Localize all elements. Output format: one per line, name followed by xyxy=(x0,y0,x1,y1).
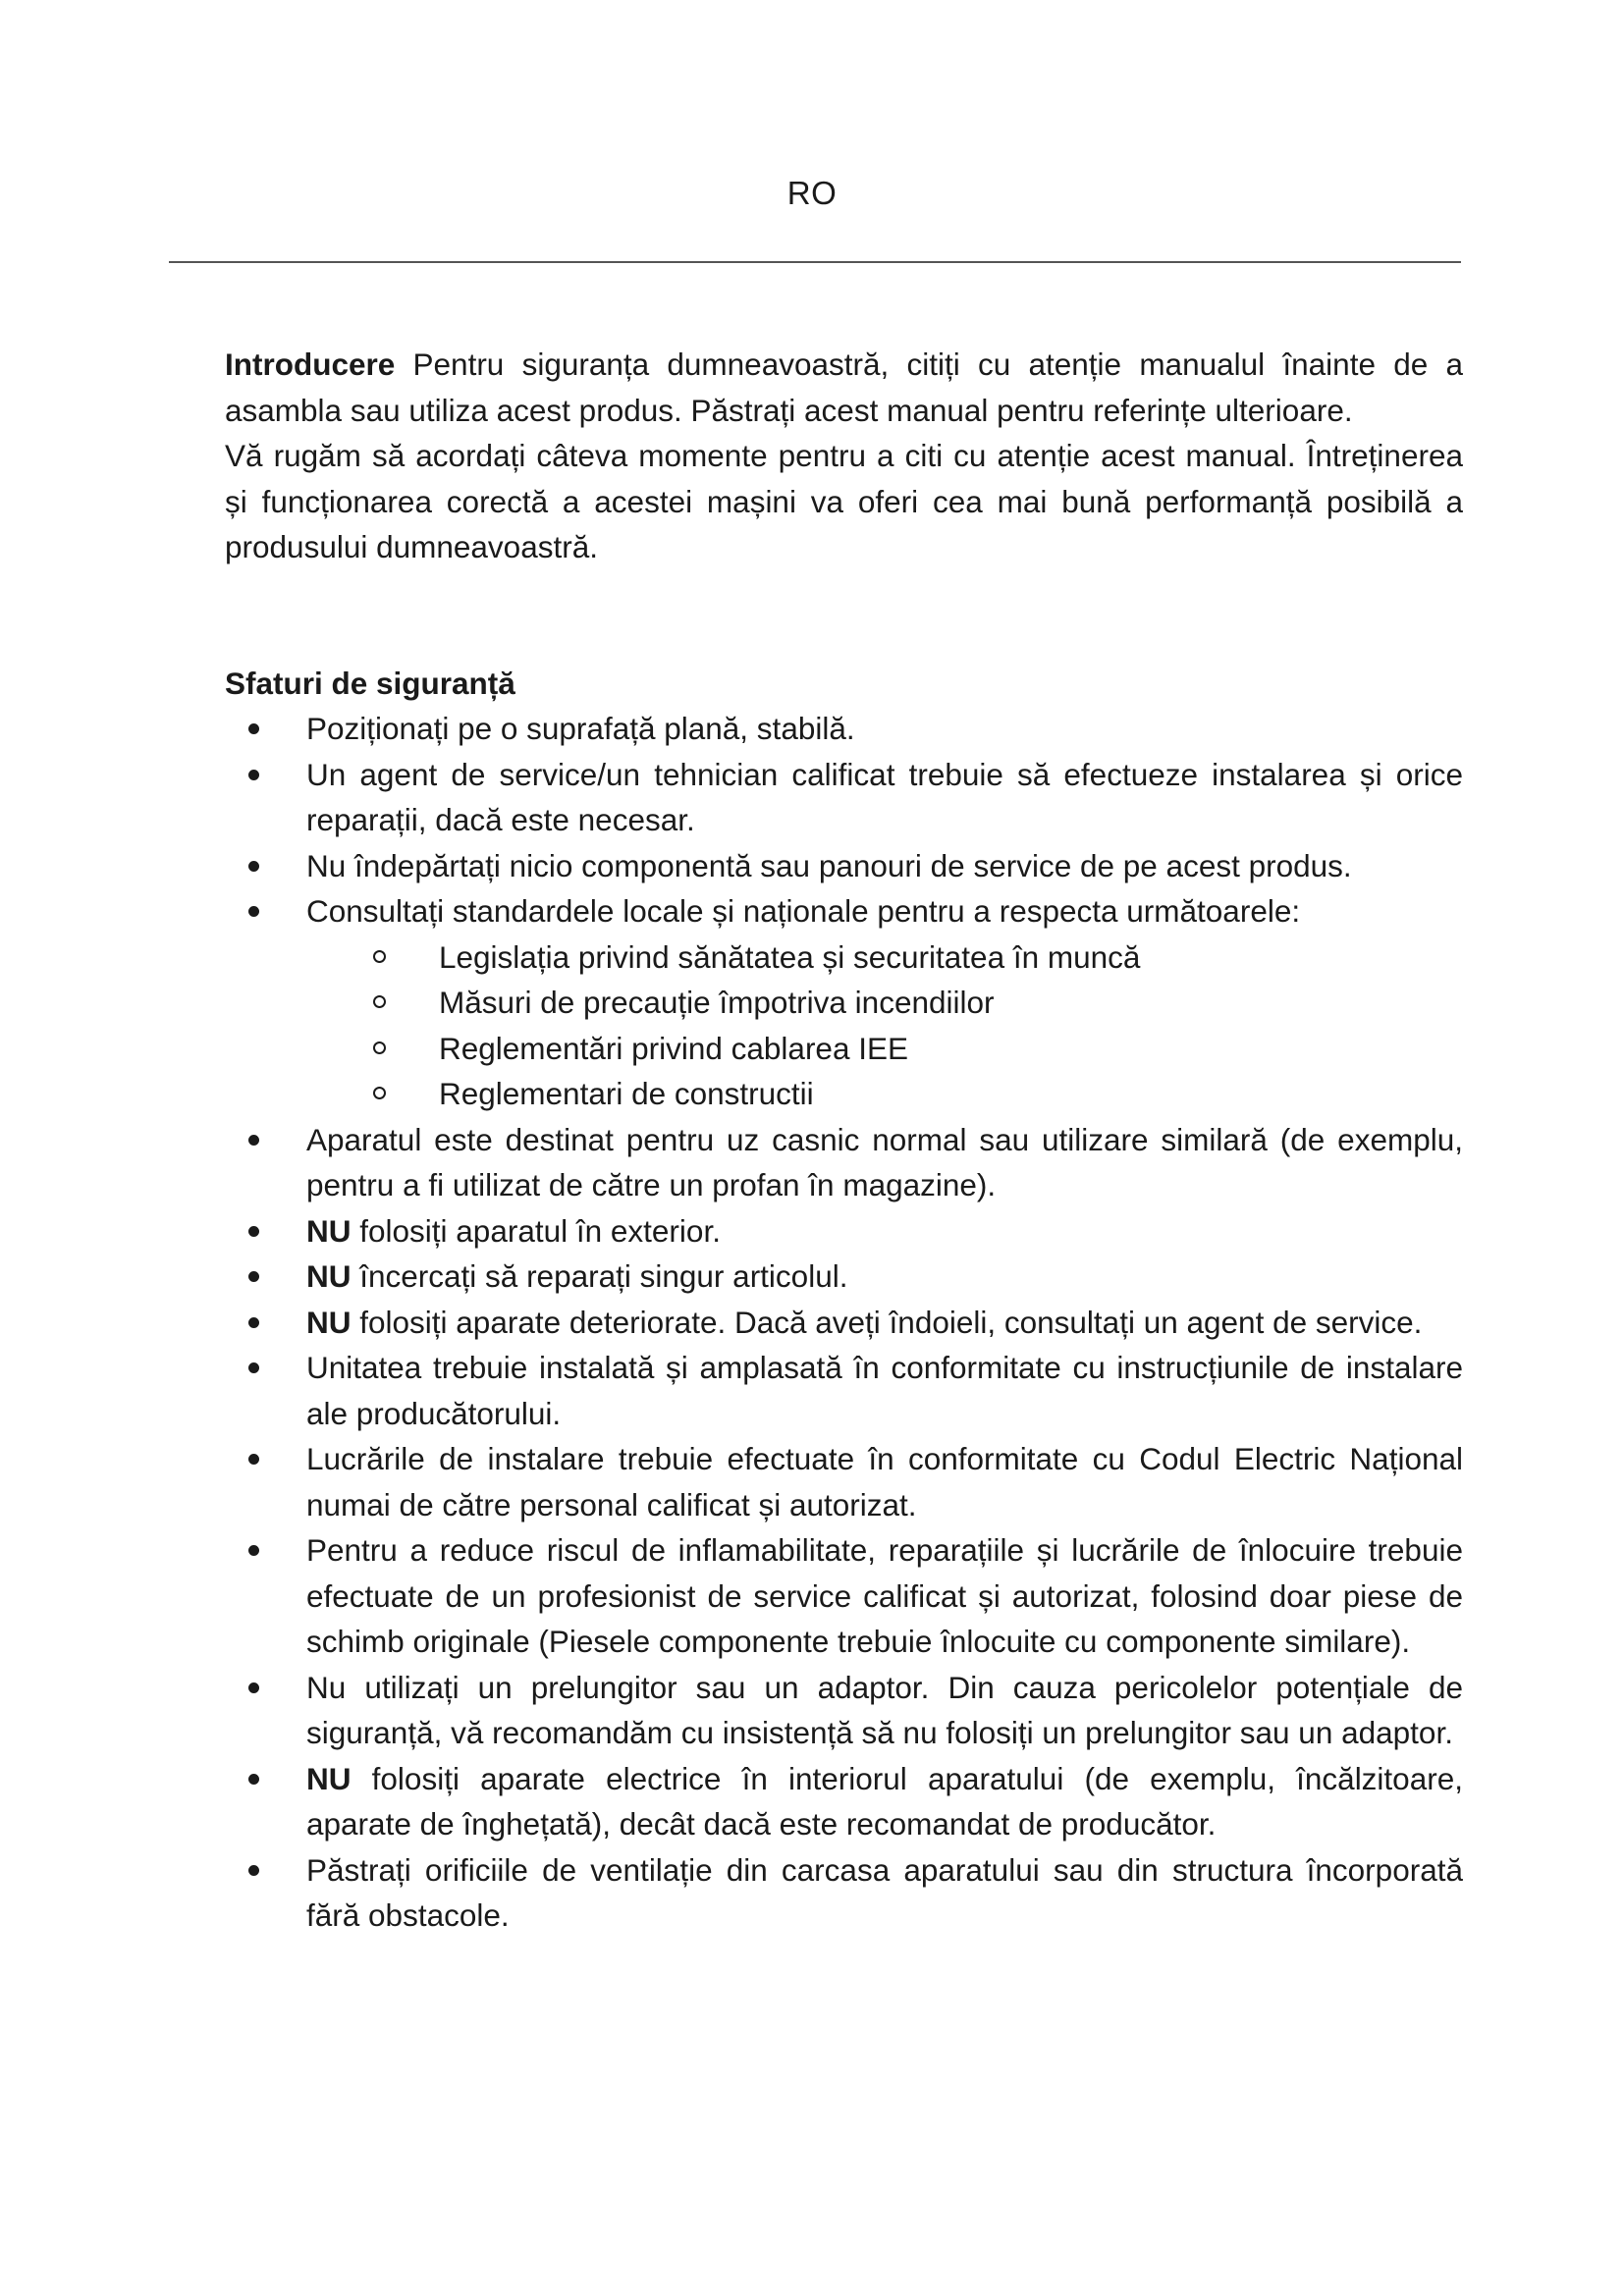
sub-list-item: Reglementări privind cablarea IEE xyxy=(306,1026,1463,1072)
list-item: Nu îndepărtați nicio componentă sau panouri de service de pe acest produs. xyxy=(225,843,1463,889)
bullet-icon xyxy=(248,770,259,780)
bullet-icon xyxy=(248,1682,259,1693)
document-body xyxy=(225,342,1463,1939)
sub-list-item: Reglementari de constructii xyxy=(306,1071,1463,1117)
sub-list-item: Măsuri de precauție împotriva incendiilor xyxy=(306,980,1463,1026)
list-item: NU folosiți aparate electrice în interiorul aparatului (de exemplu, încălzitoare, aparate de înghețată), decât dacă este recomandat de producător. xyxy=(225,1756,1463,1847)
intro-paragraph xyxy=(225,342,1463,433)
bullet-icon xyxy=(248,1135,259,1146)
bullet-icon xyxy=(248,1362,259,1373)
list-item: NU folosiți aparatul în exterior. xyxy=(225,1208,1463,1255)
bullet-icon xyxy=(248,906,259,917)
safety-title: Sfaturi de siguranță xyxy=(225,665,515,701)
list-item: Un agent de service/un tehnician calificat trebuie să efectueze instalarea și orice reparații, dacă este necesar. xyxy=(225,752,1463,843)
intro-paragraph-2: Vă rugăm să acordați câteva momente pentru a citi cu atenție acest manual. Întreținerea și funcționarea corectă a acestei mașini va oferi cea mai bună performanță posibilă a produsului dumneavoastră. xyxy=(225,438,1463,564)
bullet-icon xyxy=(248,723,259,734)
list-item: Nu utilizați un prelungitor sau un adaptor. Din cauza pericolelor potențiale de siguranță, vă recomandăm cu insistență să nu folosiți un prelungitor sau un adaptor. xyxy=(225,1665,1463,1756)
bullet-icon xyxy=(248,1317,259,1328)
circle-bullet-icon xyxy=(373,1087,386,1099)
intro-title: Introducere xyxy=(225,347,396,382)
header-divider xyxy=(169,261,1461,263)
nu-label: NU xyxy=(306,1304,352,1340)
standards-sublist xyxy=(306,934,1463,1117)
list-item: Pentru a reduce riscul de inflamabilitate, reparațiile și lucrările de înlocuire trebuie efectuate de un profesionist de service calificat și autorizat, folosind doar piese de schimb originale (Piesele componente trebuie înlocuite cu componente similare). xyxy=(225,1527,1463,1665)
safety-list xyxy=(225,706,1463,1939)
bullet-icon xyxy=(248,1226,259,1237)
list-item: NU folosiți aparate deteriorate. Dacă aveți îndoieli, consultați un agent de service. xyxy=(225,1300,1463,1346)
circle-bullet-icon xyxy=(373,1041,386,1054)
bullet-icon xyxy=(248,1865,259,1876)
nu-label: NU xyxy=(306,1258,352,1294)
list-item: Unitatea trebuie instalată și amplasată în conformitate cu instrucțiunile de instalare ale producătorului. xyxy=(225,1345,1463,1436)
nu-label: NU xyxy=(306,1760,352,1796)
nu-label: NU xyxy=(306,1212,352,1249)
bullet-icon xyxy=(248,1774,259,1785)
bullet-icon xyxy=(248,1271,259,1282)
bullet-icon xyxy=(248,1454,259,1465)
list-item: Poziționați pe o suprafață plană, stabilă. xyxy=(225,706,1463,752)
bullet-icon xyxy=(248,861,259,872)
list-item: Aparatul este destinat pentru uz casnic normal sau utilizare similară (de exemplu, pentru a fi utilizat de către un profan în magazine). xyxy=(225,1117,1463,1208)
list-item: NU încercați să reparați singur articolul. xyxy=(225,1254,1463,1300)
list-item: Lucrările de instalare trebuie efectuate în conformitate cu Codul Electric Național numai de către personal calificat și autorizat. xyxy=(225,1436,1463,1527)
sub-list-item: Legislația privind sănătatea și securitatea în muncă xyxy=(306,934,1463,981)
page-header-language: RO xyxy=(786,175,838,211)
intro-text: Pentru siguranța dumneavoastră, citiți cu atenție manualul înainte de a asambla sau utiliza acest produs. Păstrați acest manual pentru referințe ulterioare. xyxy=(225,347,1463,428)
circle-bullet-icon xyxy=(373,950,386,963)
list-item: Consultați standardele locale și naționale pentru a respecta următoarele: Legislația privind sănătatea și securitatea în muncă Măsuri de precauție împotriva incendiilor Reglementări privind cablarea IEE Reglementari de constructii xyxy=(225,888,1463,1117)
list-item: Păstrați orificiile de ventilație din carcasa aparatului sau din structura încorporată fără obstacole. xyxy=(225,1847,1463,1939)
circle-bullet-icon xyxy=(373,995,386,1008)
bullet-icon xyxy=(248,1545,259,1556)
